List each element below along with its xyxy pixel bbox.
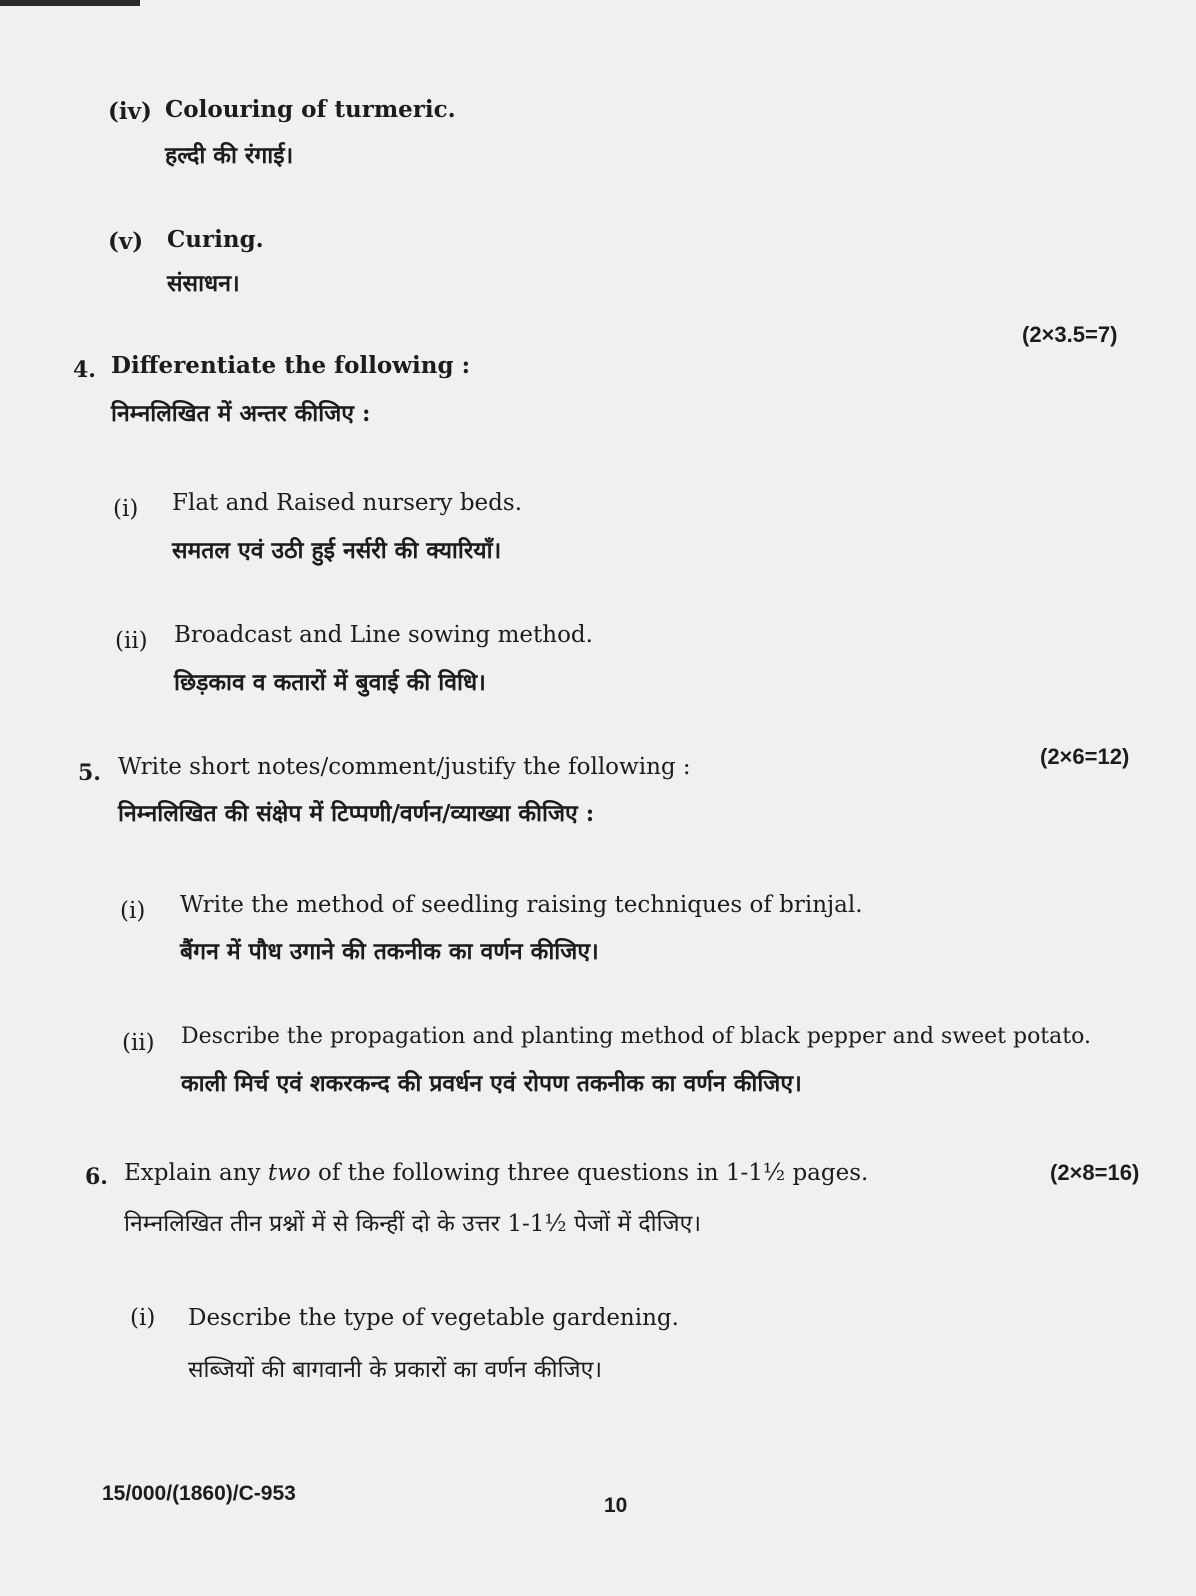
item-english-text: Colouring of turmeric. <box>165 96 456 123</box>
part-english-text: Describe the propagation and planting method of black pepper and sweet potato. <box>181 1024 1091 1049</box>
item-label: (v) <box>108 228 144 255</box>
question-english-text-start: Explain any <box>124 1160 268 1186</box>
item-hindi-text: संसाधन। <box>167 270 240 297</box>
part-label: (i) <box>130 1305 156 1331</box>
question-marks: (2×3.5=7) <box>1022 322 1118 347</box>
part-english-text: Describe the type of vegetable gardening. <box>188 1305 679 1331</box>
page-number: 10 <box>604 1494 628 1517</box>
page-corner-shadow <box>0 0 140 6</box>
question-english-text-end: of the following three questions in 1-1½ pages. <box>310 1160 869 1186</box>
question-number: 6. <box>85 1164 108 1190</box>
part-english-text: Broadcast and Line sowing method. <box>174 622 593 648</box>
part-label: (ii) <box>122 1030 155 1056</box>
part-hindi-text: काली मिर्च एवं शकरकन्द की प्रवर्धन एवं रोपण तकनीक का वर्णन कीजिए। <box>181 1070 802 1097</box>
part-label: (ii) <box>115 628 148 654</box>
part-label: (i) <box>120 898 146 924</box>
question-hindi-text: निम्नलिखित में अन्तर कीजिए : <box>111 400 371 427</box>
part-english-text: Write the method of seedling raising techniques of brinjal. <box>180 892 863 918</box>
question-english-text <box>124 1160 868 1186</box>
question-english-text-emphasis: two <box>267 1160 311 1186</box>
part-hindi-text: बैंगन में पौध उगाने की तकनीक का वर्णन कीजिए। <box>180 938 599 965</box>
question-number: 5. <box>78 760 101 786</box>
question-hindi-text: निम्नलिखित की संक्षेप में टिप्पणी/वर्णन/व्याख्या कीजिए : <box>118 800 595 827</box>
question-marks: (2×8=16) <box>1050 1160 1140 1185</box>
part-hindi-text: छिड़काव व कतारों में बुवाई की विधि। <box>174 669 486 696</box>
item-label: (iv) <box>108 98 152 125</box>
part-hindi-text: समतल एवं उठी हुई नर्सरी की क्यारियाँ। <box>172 537 502 564</box>
question-english-text: Differentiate the following : <box>111 352 471 379</box>
question-english-text: Write short notes/comment/justify the following : <box>118 754 691 780</box>
item-hindi-text: हल्दी की रंगाई। <box>165 142 294 169</box>
paper-code: 15/000/(1860)/C-953 <box>102 1482 296 1505</box>
question-hindi-text: निम्नलिखित तीन प्रश्नों में से किन्हीं दो के उत्तर 1-1½ पेजों में दीजिए। <box>124 1211 702 1237</box>
question-number: 4. <box>73 357 96 383</box>
part-label: (i) <box>113 496 139 522</box>
part-english-text: Flat and Raised nursery beds. <box>172 490 523 516</box>
question-marks: (2×6=12) <box>1040 744 1130 769</box>
item-english-text: Curing. <box>167 226 264 253</box>
part-hindi-text: सब्जियों की बागवानी के प्रकारों का वर्णन कीजिए। <box>188 1357 603 1383</box>
